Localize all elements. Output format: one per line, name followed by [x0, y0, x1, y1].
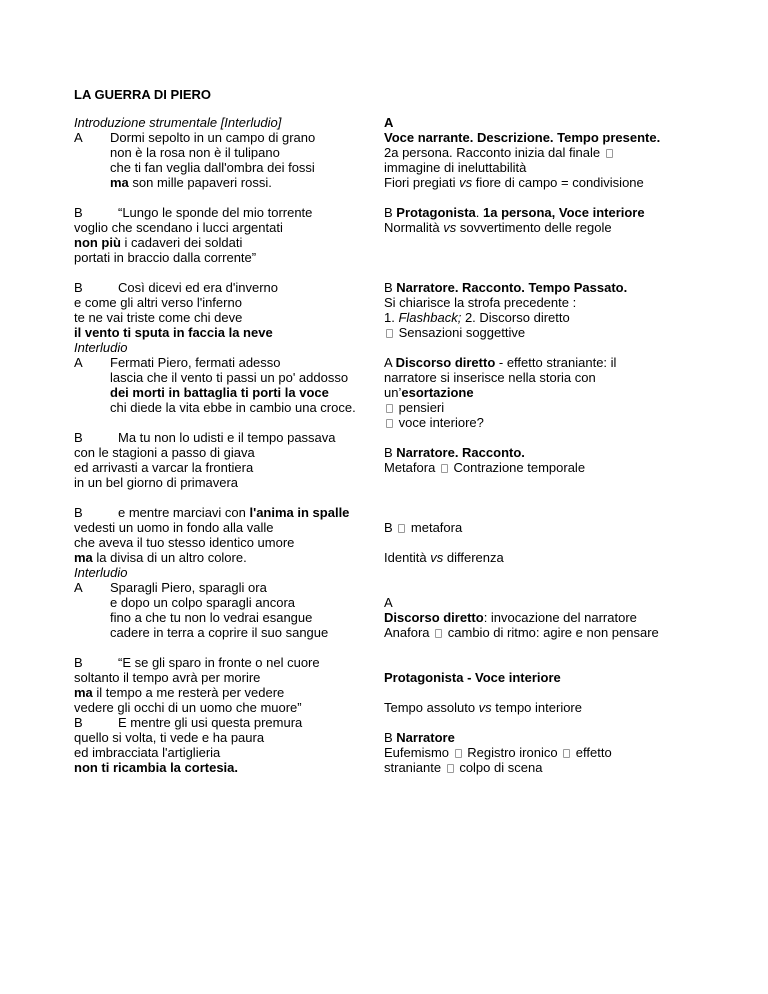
left-line [74, 550, 247, 565]
left-line [74, 730, 264, 745]
left-line [74, 580, 83, 595]
missing-glyph-arrow-icon [441, 464, 448, 473]
left-line [118, 205, 312, 220]
left-line [74, 505, 83, 520]
missing-glyph-arrow-icon [398, 524, 405, 533]
left-text: con le stagioni a passo di giava [74, 445, 255, 460]
left-line [74, 475, 238, 490]
right-text: Protagonista - Voce interiore [384, 670, 561, 685]
left-text: voglio che scendano i lucci argentati [74, 220, 283, 235]
right-text: Discorso diretto [395, 355, 496, 370]
right-text: Narratore [396, 730, 455, 745]
right-line [384, 745, 612, 760]
right-text: . [475, 205, 483, 220]
right-line [384, 625, 659, 640]
right-text: Registro ironico [463, 745, 562, 760]
left-line [74, 220, 283, 235]
right-text: un’ [384, 385, 402, 400]
left-line [110, 385, 329, 400]
left-text: e mentre marciavi con [118, 505, 250, 520]
right-text: Metafora [384, 460, 439, 475]
left-line [74, 130, 83, 145]
right-text: Voce narrante. Descrizione. Tempo presente. [384, 130, 661, 145]
right-line [384, 160, 526, 175]
right-line [384, 730, 455, 745]
left-line [74, 655, 83, 670]
right-line [384, 220, 612, 235]
missing-glyph-arrow-icon [455, 749, 462, 758]
missing-glyph-arrow-icon [386, 419, 393, 428]
left-text: Introduzione strumentale [Interludio] [74, 115, 282, 130]
right-text: B [384, 730, 397, 745]
left-line [74, 430, 83, 445]
right-text: sovvertimento delle regole [456, 220, 612, 235]
right-text: cambio di ritmo: agire e non pensare [444, 625, 659, 640]
left-text: Sparagli Piero, sparagli ora [110, 580, 267, 595]
right-text: fiore di campo = condivisione [472, 175, 644, 190]
left-text: vedere gli occhi di un uomo che muore” [74, 700, 302, 715]
right-text: tempo interiore [491, 700, 582, 715]
left-text: il tempo a me resterà per vedere [92, 685, 285, 700]
left-text: Interludio [74, 340, 128, 355]
right-line [384, 670, 561, 685]
left-line [110, 625, 328, 640]
missing-glyph-arrow-icon [386, 329, 393, 338]
right-line [384, 295, 576, 310]
left-line [74, 205, 83, 220]
left-line [110, 160, 315, 175]
missing-glyph-arrow-icon [447, 764, 454, 773]
left-text: in un bel giorno di primavera [74, 475, 239, 490]
right-text: metafora [407, 520, 463, 535]
right-line [384, 385, 474, 400]
left-text: Fermati Piero, fermati adesso [110, 355, 281, 370]
left-text: Così dicevi ed era d'inverno [118, 280, 279, 295]
left-line [110, 145, 280, 160]
right-text: A [384, 595, 393, 610]
left-text: son mille papaveri rossi. [128, 175, 272, 190]
left-text: chi diede la vita ebbe in cambio una croce. [110, 400, 356, 415]
left-text: e come gli altri verso l'inferno [74, 295, 242, 310]
right-text: 2. Discorso diretto [461, 310, 570, 325]
missing-glyph-arrow-icon [563, 749, 570, 758]
left-text: B [74, 655, 83, 670]
right-text: B [384, 280, 397, 295]
left-text: fino a che tu non lo vedrai esangue [110, 610, 313, 625]
right-text: Sensazioni soggettive [395, 325, 526, 340]
left-line [74, 715, 83, 730]
left-text: l'anima in spalle [249, 505, 350, 520]
left-text: “E se gli sparo in fronte o nel cuore [118, 655, 320, 670]
right-text: Contrazione temporale [449, 460, 586, 475]
right-text: - effetto straniante: il [495, 355, 617, 370]
right-text: Narratore. Racconto. Tempo Passato. [396, 280, 628, 295]
right-line [384, 370, 596, 385]
left-text: e dopo un colpo sparagli ancora [110, 595, 296, 610]
right-line [384, 325, 525, 340]
left-line [74, 115, 281, 130]
right-text: Anafora [384, 625, 434, 640]
left-text: E mentre gli usi questa premura [118, 715, 303, 730]
left-line [74, 325, 273, 340]
left-line [74, 445, 255, 460]
right-text: : invocazione del narratore [483, 610, 637, 625]
left-line [74, 520, 273, 535]
right-text: B [384, 520, 397, 535]
left-line [110, 400, 356, 415]
left-line [110, 130, 315, 145]
right-line [384, 595, 393, 610]
left-line [74, 565, 127, 580]
right-line [384, 700, 582, 715]
left-line [118, 655, 320, 670]
left-line [118, 505, 349, 520]
right-text: Identità [384, 550, 431, 565]
left-text: B [74, 715, 83, 730]
left-line [110, 580, 267, 595]
left-line [118, 280, 278, 295]
left-line [110, 370, 348, 385]
left-line [118, 715, 302, 730]
right-text: pensieri [395, 400, 445, 415]
right-line [384, 145, 615, 160]
right-text: Protagonista [396, 205, 476, 220]
right-line [384, 310, 570, 325]
left-line [110, 595, 295, 610]
left-text: Ma tu non lo udisti e il tempo passava [118, 430, 336, 445]
left-text: ed imbracciata l'artiglieria [74, 745, 221, 760]
left-text: non più [74, 235, 121, 250]
right-line [384, 445, 525, 460]
left-text: il vento ti sputa in faccia la neve [74, 325, 273, 340]
left-text: non è la rosa non è il tulipano [110, 145, 280, 160]
left-line [74, 250, 256, 265]
left-text: ma [74, 550, 93, 565]
right-line [384, 400, 444, 415]
right-text: voce interiore? [395, 415, 484, 430]
left-text: ed arrivasti a varcar la frontiera [74, 460, 254, 475]
left-text: “Lungo le sponde del mio torrente [118, 205, 313, 220]
left-line [110, 175, 272, 190]
right-text: Fiori pregiati [384, 175, 460, 190]
left-text: B [74, 280, 83, 295]
right-text: Narratore. Racconto. [396, 445, 525, 460]
right-line [384, 520, 462, 535]
left-text: cadere in terra a coprire il suo sangue [110, 625, 329, 640]
left-line [74, 235, 242, 250]
right-text: B [384, 445, 397, 460]
right-text: vs [459, 175, 473, 190]
right-text: 1. [384, 310, 399, 325]
left-text: A [74, 130, 83, 145]
right-text: Flashback; [398, 310, 462, 325]
right-text: A [384, 115, 394, 130]
left-text: quello si volta, ti vede e ha paura [74, 730, 265, 745]
missing-glyph-arrow-icon [386, 404, 393, 413]
right-text: Eufemismo [384, 745, 453, 760]
right-line [384, 175, 644, 190]
left-text: la divisa di un altro colore. [92, 550, 247, 565]
left-line [74, 295, 242, 310]
right-line [384, 460, 585, 475]
right-text: Discorso diretto [384, 610, 484, 625]
right-text: colpo di scena [455, 760, 543, 775]
right-text: immagine di ineluttabilità [384, 160, 527, 175]
right-text: 2a persona. Racconto inizia dal finale [384, 145, 604, 160]
right-line [384, 130, 660, 145]
left-line [74, 460, 253, 475]
right-line [384, 115, 393, 130]
missing-glyph-arrow-icon [606, 149, 613, 158]
right-text: esortazione [401, 385, 474, 400]
left-text: lascia che il vento ti passi un po' addosso [110, 370, 349, 385]
left-text: non ti ricambia la cortesia. [74, 760, 238, 775]
left-line [118, 430, 336, 445]
right-text: narratore si inserisce nella storia con [384, 370, 596, 385]
left-text: dei morti in battaglia ti porti la voce [110, 385, 329, 400]
left-text: che ti fan veglia dall'ombra dei fossi [110, 160, 315, 175]
right-line [384, 760, 542, 775]
left-text: soltanto il tempo avrà per morire [74, 670, 261, 685]
left-text: B [74, 505, 83, 520]
right-text: Tempo assoluto [384, 700, 479, 715]
left-text: Interludio [74, 565, 128, 580]
left-line [110, 610, 312, 625]
document-title: LA GUERRA DI PIERO [74, 87, 211, 102]
right-line [384, 355, 616, 370]
right-line [384, 610, 637, 625]
left-text: B [74, 430, 83, 445]
left-line [74, 700, 302, 715]
left-line [110, 355, 281, 370]
left-line [74, 340, 127, 355]
right-line [384, 550, 504, 565]
left-text: i cadaveri dei soldati [120, 235, 243, 250]
left-text: ma [110, 175, 129, 190]
right-text: vs [430, 550, 444, 565]
left-line [74, 535, 294, 550]
left-text: B [74, 205, 83, 220]
left-text: A [74, 580, 83, 595]
left-text: Dormi sepolto in un campo di grano [110, 130, 316, 145]
right-text: straniante [384, 760, 445, 775]
left-text: portati in braccio dalla corrente” [74, 250, 257, 265]
right-text: B [384, 205, 397, 220]
left-text: A [74, 355, 83, 370]
left-line [74, 355, 83, 370]
right-line [384, 415, 484, 430]
right-text: Normalità [384, 220, 444, 235]
left-line [74, 685, 284, 700]
right-text: Si chiarisce la strofa precedente : [384, 295, 577, 310]
left-line [74, 670, 260, 685]
right-text: vs [478, 700, 492, 715]
left-line [74, 760, 238, 775]
missing-glyph-arrow-icon [435, 629, 442, 638]
right-line [384, 280, 627, 295]
left-text: ma [74, 685, 93, 700]
right-text: effetto [572, 745, 612, 760]
right-text: vs [443, 220, 457, 235]
left-line [74, 280, 83, 295]
left-text: che aveva il tuo stesso identico umore [74, 535, 295, 550]
left-line [74, 310, 242, 325]
right-text: A [384, 355, 396, 370]
left-line [74, 745, 220, 760]
left-text: te ne vai triste come chi deve [74, 310, 243, 325]
right-text: 1a persona, Voce interiore [483, 205, 645, 220]
left-text: vedesti un uomo in fondo alla valle [74, 520, 274, 535]
right-text: differenza [443, 550, 504, 565]
right-line [384, 205, 645, 220]
